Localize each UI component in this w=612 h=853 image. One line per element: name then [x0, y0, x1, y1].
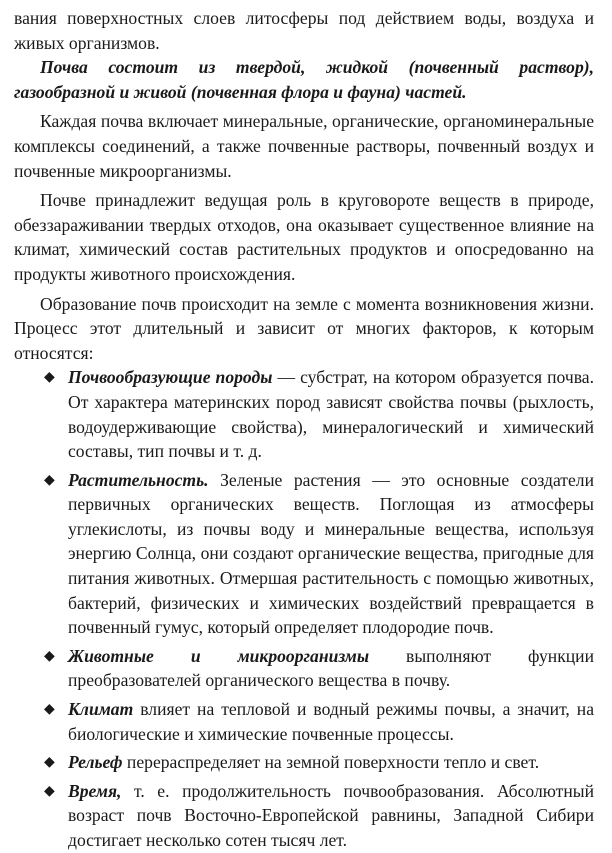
- factor-list: [14, 365, 594, 852]
- diamond-bullet-icon: ◆: [44, 754, 55, 771]
- factor-text: — субстрат, на котором образуется почва. От характера материнских пород зависят свойства почвы (рыхлость, водоудерживающие свойства), минералогический и химический составы, тип почвы и т. д.: [68, 367, 595, 462]
- list-item: [44, 750, 594, 775]
- list-item: [44, 697, 594, 746]
- diamond-bullet-icon: ◆: [44, 782, 55, 799]
- diamond-bullet-icon: ◆: [44, 647, 55, 664]
- factor-text: выполняют функции преобразователей органического вещества в почву.: [68, 645, 594, 691]
- factor-text: влияет на тепловой и водный режимы почвы, а значит, на биологические и химические почвенные процессы.: [68, 699, 594, 744]
- factor-term: Климат: [68, 699, 134, 720]
- factor-term: Время,: [68, 780, 122, 801]
- factor-term: Рельеф: [68, 752, 123, 773]
- factor-term: Животные и микроорганизмы: [68, 645, 370, 666]
- paragraph-soil-role: Почве принадлежит ведущая роль в круговороте веществ в природе, обеззараживании твердых отходов, она оказывает существенное влияние на климат, химический состав растительных продуктов и опосредованно на продукты животного происхождения.: [14, 190, 594, 284]
- list-item: [44, 779, 594, 853]
- paragraph-soil-contents: Каждая почва включает минеральные, органические, органоминеральные комплексы соединений, а также почвенные растворы, почвенный воздух и почвенные микроорганизмы.: [14, 111, 594, 181]
- factor-term: Почвообразующие породы: [68, 367, 273, 388]
- list-item: [44, 468, 594, 640]
- diamond-bullet-icon: ◆: [44, 369, 55, 386]
- factor-term: Растительность.: [68, 469, 209, 490]
- paragraph-continuation: вания поверхностных слоев литосферы под действием воды, воздуха и живых организмов.: [14, 8, 594, 53]
- factor-text: перераспределяет на земной поверхности тепло и свет.: [122, 752, 540, 773]
- paragraph-soil-composition: Почва состоит из твердой, жидкой (почвенный раствор), газообразной и живой (почвенная флора и фауна) частей.: [14, 57, 594, 102]
- diamond-bullet-icon: ◆: [44, 471, 55, 488]
- diamond-bullet-icon: ◆: [44, 701, 55, 718]
- factor-text: Зеленые растения — это основные создатели первичных органических веществ. Поглощая из атмосферы углекислоты, из почвы воду и минеральные вещества, используя энергию Солнца, они создают органические вещества, пригодные для питания животных. Отмершая растительность с помощью животных, бактерий, физических и химических воздействий превращается в почвенный гумус, который определяет плодородие почв.: [68, 469, 594, 638]
- list-item: [44, 644, 594, 693]
- paragraph-soil-formation: Образование почв происходит на земле с момента возникновения жизни. Процесс этот длительный и зависит от многих факторов, к которым относятся:: [14, 293, 594, 363]
- list-item: [44, 365, 595, 463]
- factor-text: т. е. продолжительность почвообразования. Абсолютный возраст почв Восточно-Европейской равнины, Западной Сибири достигает несколько сотен тысяч лет.: [68, 780, 594, 850]
